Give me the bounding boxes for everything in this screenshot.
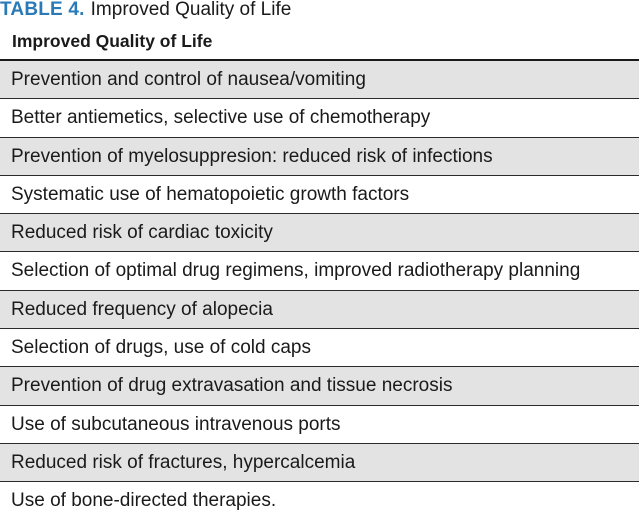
table-row: Use of bone-directed therapies.	[11, 490, 277, 512]
column-header: Improved Quality of Life	[12, 31, 213, 51]
table-row: Selection of optimal drug regimens, improved radiotherapy planning	[0, 252, 639, 290]
table-row: Selection of drugs, use of cold caps	[0, 329, 639, 367]
table-row: Reduced frequency of alopecia	[0, 291, 639, 329]
table-row: Systematic use of hematopoietic growth factors	[0, 176, 639, 214]
table-caption	[0, 0, 291, 22]
table-row: Reduced risk of fractures, hypercalcemia	[0, 444, 639, 482]
table-title: Improved Quality of Life	[90, 0, 292, 20]
table-row: Prevention of myelosuppresion: reduced risk of infections	[0, 138, 639, 176]
table-body	[0, 61, 639, 521]
table-row: Better antiemetics, selective use of chemotherapy	[0, 99, 639, 137]
table-number-label: TABLE 4.	[0, 0, 85, 20]
table-row: Prevention and control of nausea/vomiting	[0, 61, 639, 99]
table-row: Prevention of drug extravasation and tissue necrosis	[0, 367, 639, 405]
table-row: Reduced risk of cardiac toxicity	[0, 214, 639, 252]
table-row: Use of subcutaneous intravenous ports	[0, 406, 639, 444]
